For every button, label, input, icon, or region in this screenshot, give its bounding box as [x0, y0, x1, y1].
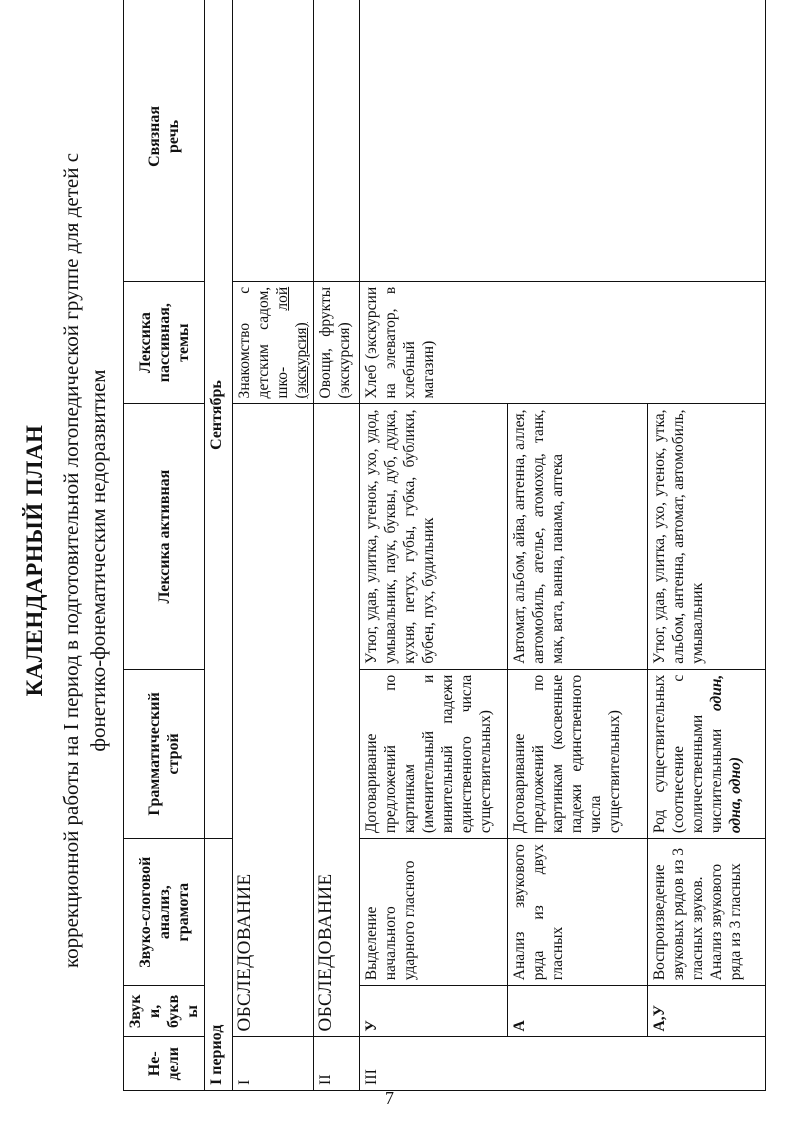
header-row: [124, 0, 205, 1091]
passive-text: Знакомство с детским садом, шко-: [236, 286, 291, 399]
grammar-cell: [648, 669, 766, 838]
table-row: [314, 0, 360, 1091]
header-weeks: Не- дели: [124, 1037, 205, 1091]
sound-cell: У: [360, 986, 508, 1037]
week-number: III: [360, 1037, 766, 1091]
passive-vocabulary-cell: Хлеб (экскурсии на элеватор, в хлебный магазин): [360, 281, 766, 404]
sound-cell: А,У: [648, 986, 766, 1037]
document-subtitle: [58, 0, 112, 1121]
active-vocabulary-cell: Утюг, удав, улитка, утенок, ухо, удод, умывальник, паук, буквы, дуб, дудка, кухня, петух, губы, губка, бублики, бубен, пух, будильник: [360, 404, 508, 669]
week-number: II: [314, 1037, 360, 1091]
analysis-cell: Анализ звукового ряда из двух гласных: [508, 839, 648, 986]
analysis-cell: Воспроизведение звуковых рядов из 3 гласных звуков. Анализ звукового ряда из 3 гласных: [648, 839, 766, 986]
header-active-vocabulary: Лексика активная: [124, 404, 205, 669]
examination-cell: ОБСЛЕДОВАНИЕ: [314, 404, 360, 1037]
header-grammar: Грамматический строй: [124, 669, 205, 838]
header-connected-speech: Связная речь: [124, 0, 205, 281]
passive-text-underlined: лой (экскурсия): [274, 286, 310, 399]
passive-vocabulary-cell: [233, 281, 314, 404]
grammar-numerals: один, одна, одно): [708, 674, 744, 834]
header-passive-vocabulary: Лексика пассивная, темы: [124, 281, 205, 404]
table-row: [233, 0, 314, 1091]
week-number: I: [233, 1037, 314, 1091]
active-vocabulary-cell: Автомат, альбом, айва, антенна, аллея, автомобиль, ателье, атомоход, танк, мак, вата, ванна, панама, аптека: [508, 404, 648, 669]
header-sounds: Звуки, буквы: [124, 986, 205, 1037]
grammar-text: Род существительных (соотнесение с количественными числительными: [651, 674, 725, 834]
grammar-cell: Договаривание предложений по картинкам (косвенные падежи единственного числа существительных): [508, 669, 648, 838]
period-label: I период: [205, 839, 233, 1091]
document-title: КАЛЕНДАРНЫЙ ПЛАН: [22, 424, 47, 697]
month-label: Сентябрь: [205, 0, 233, 839]
connected-speech-cell: [314, 0, 360, 281]
page-number: 7: [385, 1088, 394, 1108]
header-analysis: Звуко-слоговой анализ, грамота: [124, 839, 205, 986]
subtitle-line-1: коррекционной работы на I период в подготовительной логопедической группе для детей с: [59, 152, 83, 969]
connected-speech-cell: [360, 0, 766, 281]
table-row: [360, 0, 508, 1091]
grammar-cell: Договаривание предложений по картинкам (именительный и винительный падежи единственного числа существительных): [360, 669, 508, 838]
subtitle-line-2: фонетико-фонематическим недоразвитием: [86, 369, 110, 752]
active-vocabulary-cell: Утюг, удав, улитка, ухо, утенок, утка, альбом, антенна, автомат, автомобиль, умывальник: [648, 404, 766, 669]
calendar-plan-table: [123, 0, 766, 1091]
connected-speech-cell: [233, 0, 314, 281]
examination-cell: ОБСЛЕДОВАНИЕ: [233, 404, 314, 1037]
sound-cell: А: [508, 986, 648, 1037]
period-row: [205, 0, 233, 1091]
analysis-cell: Выделение начального ударного гласного: [360, 839, 508, 986]
passive-vocabulary-cell: Овощи, фрукты (экскурсия): [314, 281, 360, 404]
